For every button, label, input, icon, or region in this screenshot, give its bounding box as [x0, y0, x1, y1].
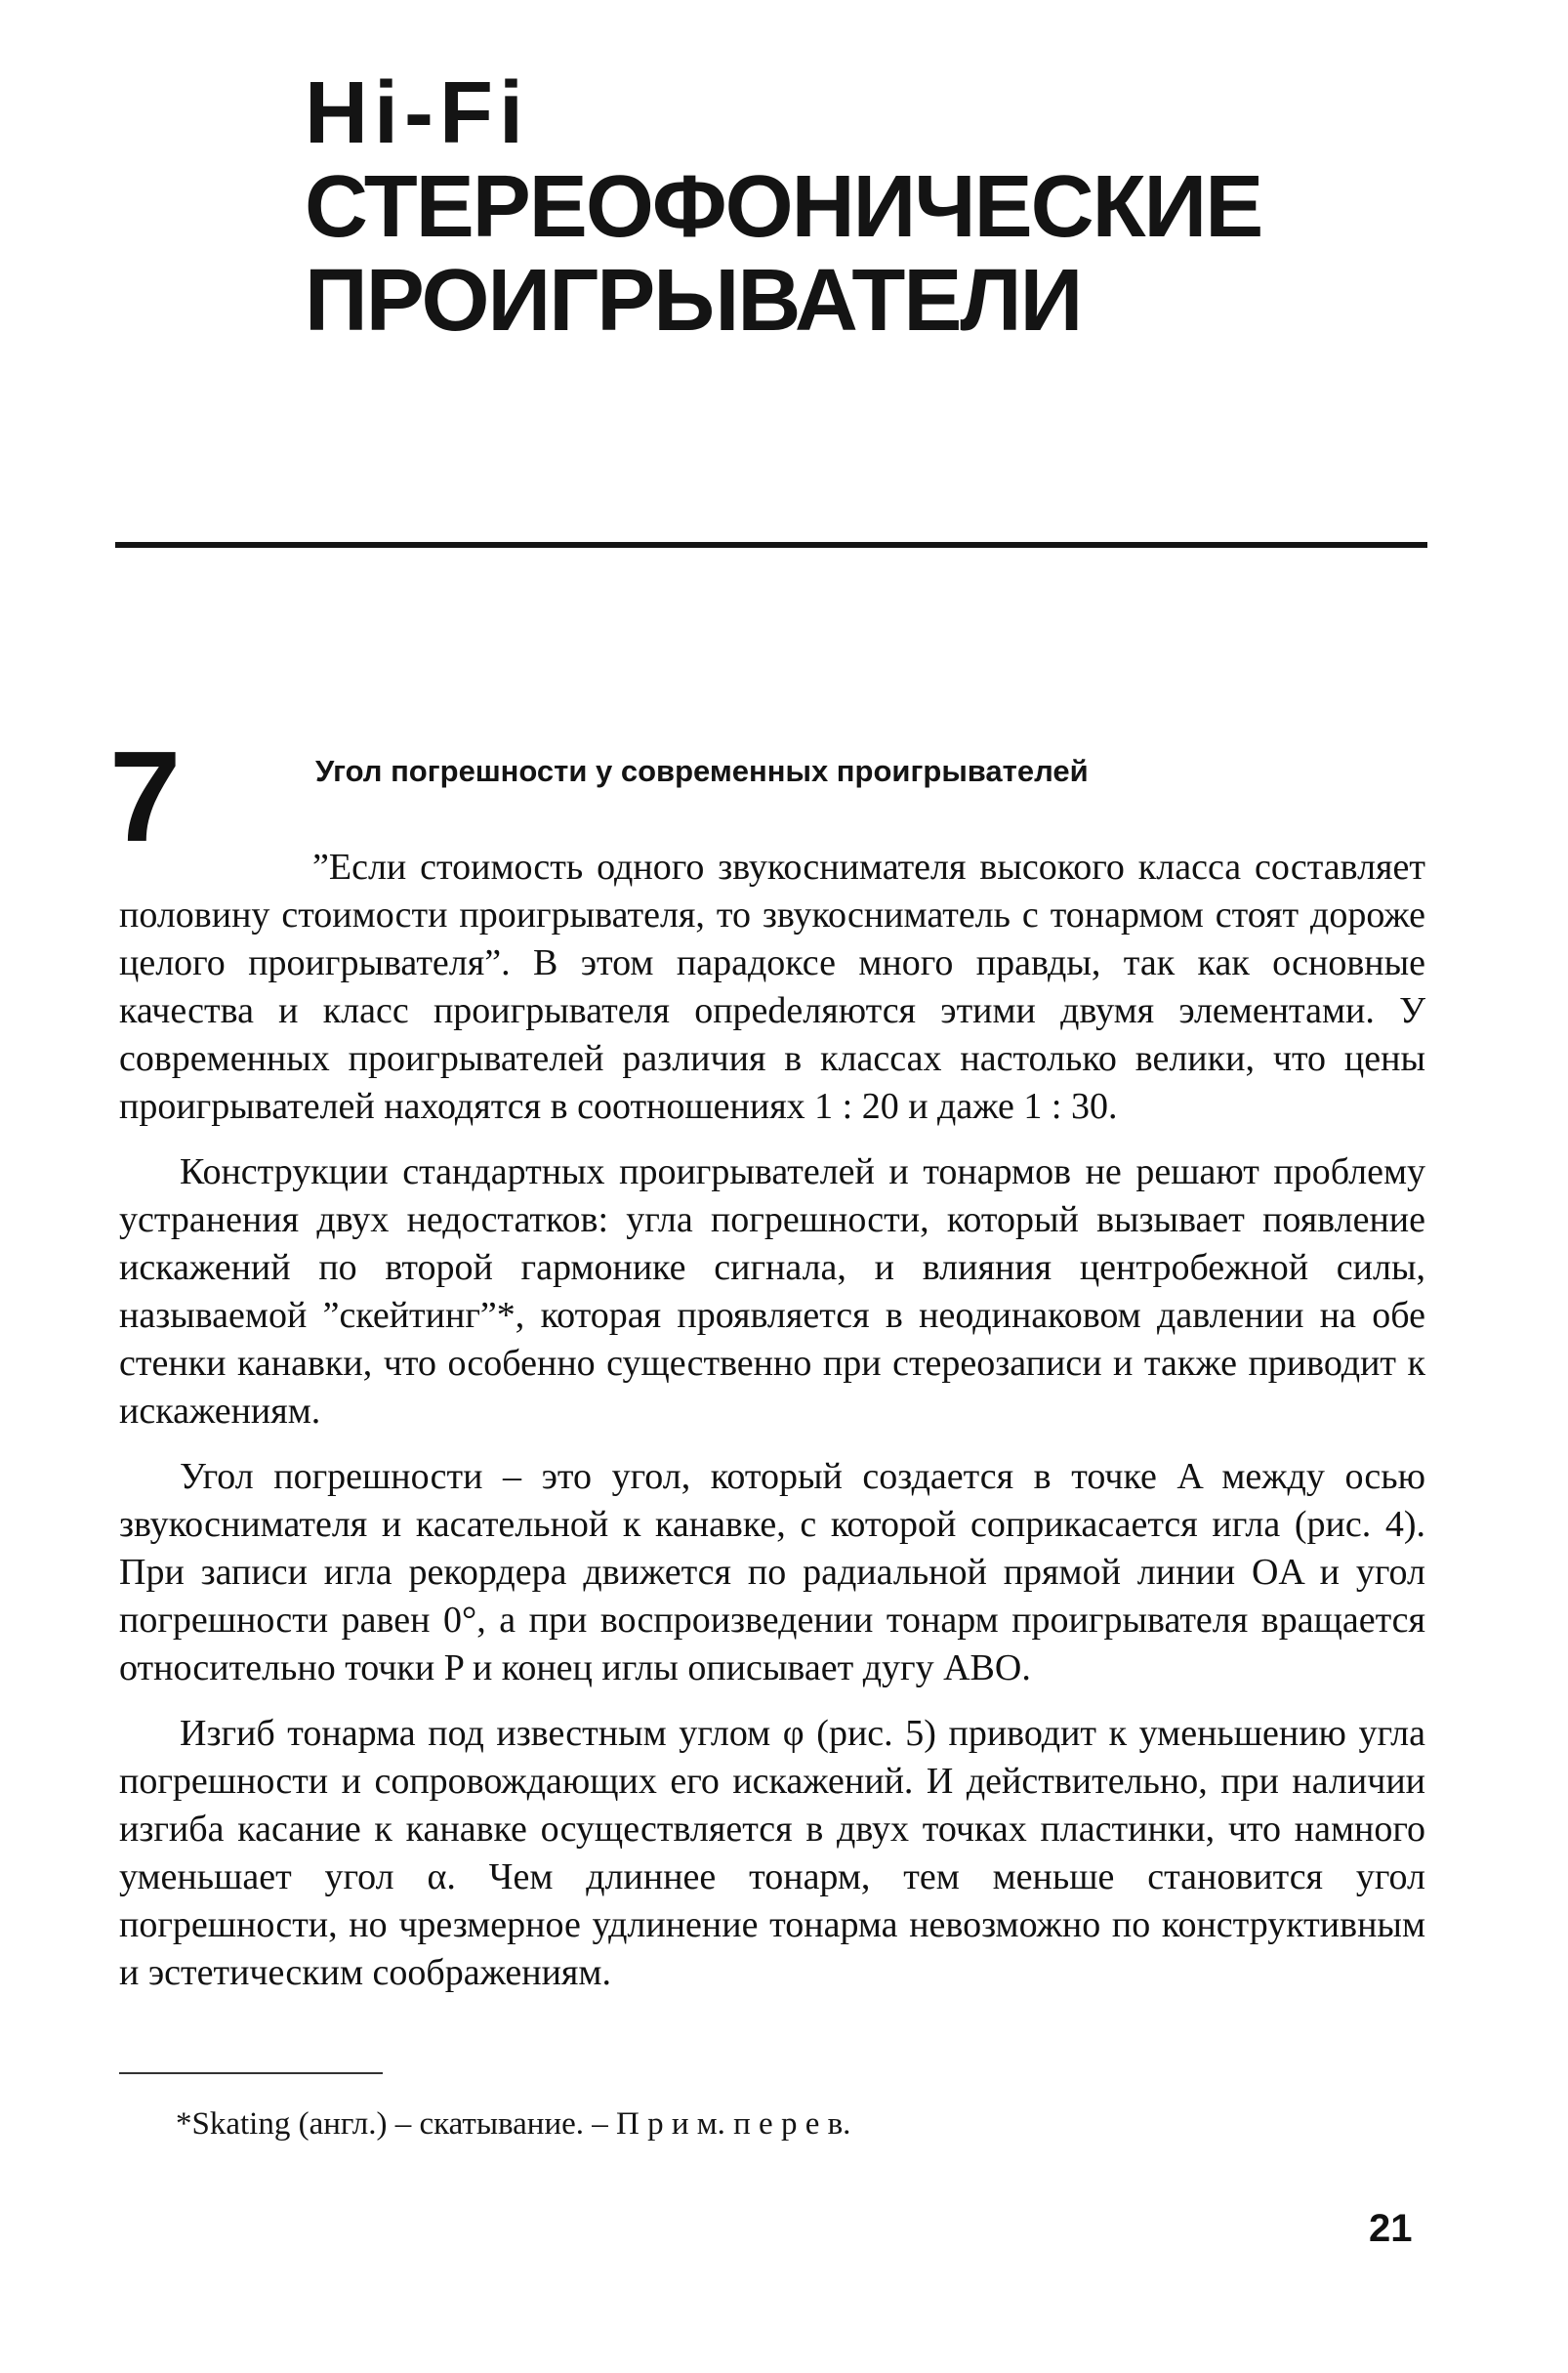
chapter-number: 7 [109, 725, 182, 868]
paragraph-1: ”Если стоимость одного звукоснимателя высокого класса составляет половину стоимости проигрывателя, то звукосниматель с тонармом стоят дороже целого проигрывателя”. В этом парадоксе много правды, так как основные качества и класс проигрывателя опреdеляются этими двумя элементами. У современных проигрывателей различия в классах настолько велики, что цены проигрывателей находятся в соотношениях 1 : 20 и даже 1 : 30. [119, 847, 1425, 1127]
chapter-body [119, 844, 1425, 2015]
footnote-divider [119, 2072, 383, 2074]
book-title-line-hifi: Hi-Fi [305, 64, 529, 162]
footnote: *Skating (англ.) – скатывание. – П р и м. п е р е в. [176, 2106, 851, 2142]
book-title-line-players: ПРОИГРЫВАТЕЛИ [305, 252, 1082, 350]
paragraph-4: Изгиб тонарма под известным углом φ (рис. 5) приводит к уменьшению угла погрешности и сопровождающих его искажений. И действительно, при наличии изгиба касание к канавке осуществляется в двух точках пластинки, что намного уменьшает угол α. Чем длиннее тонарм, тем меньше становится угол погрешности, но чрезмерное удлинение тонарма невозможно по конструктивным и эстетическим соображениям. [119, 1713, 1425, 1993]
header-divider [115, 542, 1427, 548]
page-number: 21 [1369, 2207, 1413, 2250]
book-title-line-stereo: СТЕРЕОФОНИЧЕСКИЕ [305, 158, 1262, 256]
paragraph-3: Угол погрешности – это угол, который создается в точке A между осью звукоснимателя и касательной к канавке, с которой соприкасается игла (рис. 4). При записи игла рекордера движется по радиальной прямой линии OA и угол погрешности равен 0°, а при воспроизведении тонарм проигрывателя вращается относительно точки P и конец иглы описывает дугу ABO. [119, 1456, 1425, 1688]
paragraph-2: Конструкции стандартных проигрывателей и тонармов не решают проблему устранения двух недостатков: угла погрешности, который вызывает появление искажений по второй гармонике сигнала, и влияния центробежной силы, называемой ”скейтинг”*, которая проявляется в неодинаковом давлении на обе стенки канавки, что особенно существенно при стереозаписи и также приводит к искажениям. [119, 1151, 1425, 1432]
chapter-title: Угол погрешности у современных проигрывателей [315, 754, 1089, 788]
book-title [305, 66, 1261, 348]
